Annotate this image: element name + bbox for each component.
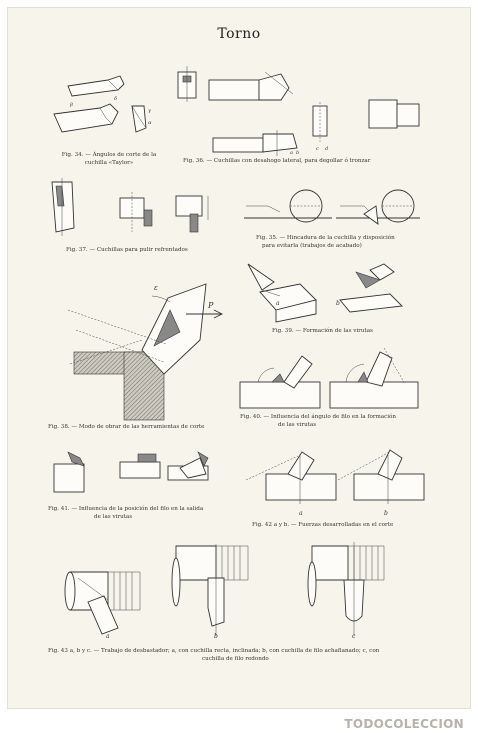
figure-39: [240, 260, 420, 325]
label-a: a: [290, 150, 293, 156]
caption-fig42: Fig. 42 a y b. — Fuerzas desarrolladas en el corte: [252, 522, 394, 528]
sub-label-43c: c: [352, 633, 356, 640]
caption-fig43: Fig. 43 a, b y c. — Trabajo de desbastador; a, con cuchilla recta, inclinada; b, con cuchilla de filo achaflanado; c, con cuchilla de filo redondo: [48, 648, 380, 662]
figure-40-drawing: [234, 342, 444, 412]
figure-39-drawing: [240, 260, 420, 325]
label-gamma: γ: [148, 108, 151, 114]
figure-41: [48, 438, 228, 498]
label-beta: β: [70, 102, 73, 108]
figure-36-drawing: [173, 60, 423, 160]
label-force-p: P: [208, 301, 214, 310]
figure-43: [48, 532, 428, 648]
label-b: b: [296, 150, 300, 156]
figure-43-drawing: [48, 532, 428, 648]
caption-fig38: Fig. 38. — Modo de obrar de las herramientas de corte: [48, 424, 205, 430]
sub-label-43b: b: [214, 633, 218, 640]
figure-35: [240, 184, 440, 232]
caption-fig34: Fig. 34. — Ángulos de corte de la cuchilla «Taylor»: [61, 152, 157, 166]
label-delta: δ: [114, 96, 118, 102]
label-alpha: α: [148, 120, 152, 126]
caption-fig41: Fig. 41. — Influencia de la posición del filo en la salida de las virutas: [48, 506, 204, 520]
figure-36: [173, 60, 423, 160]
sub-label-39a: a: [276, 300, 280, 307]
caption-fig39: Fig. 39. — Formación de las virutas: [272, 328, 373, 334]
caption-fig40: Fig. 40. — Influencia del ángulo de filo en la formación de las virutas: [240, 414, 397, 428]
label-epsilon: ε: [154, 284, 158, 292]
figure-42-drawing: [236, 436, 436, 508]
figure-37-drawing: [48, 176, 218, 244]
book-page: [8, 8, 470, 708]
watermark: TODOCOLECCION: [344, 717, 464, 731]
caption-fig36: Fig. 36. — Cuchillas con desahogo lateral, para degollar ó tronzar: [183, 158, 371, 164]
figure-41-drawing: [48, 438, 228, 498]
sub-label-39b: b: [336, 300, 340, 307]
figure-38: [46, 270, 232, 420]
label-c: c: [316, 146, 319, 152]
figure-35-drawing: [240, 184, 440, 232]
figure-42: [236, 436, 436, 508]
caption-fig35: Fig. 35. — Hincadura de la cuchilla y disposición para evitarla (trabajos de acabado): [256, 235, 395, 249]
figure-34: [48, 66, 168, 156]
caption-fig37: Fig. 37. — Cuchillas para pulir refrentados: [66, 247, 188, 253]
figure-40: [234, 342, 444, 412]
label-d: d: [325, 146, 329, 152]
sub-label-42b: b: [384, 510, 388, 517]
sub-label-43a: a: [106, 633, 110, 640]
figure-38-drawing: [46, 270, 232, 420]
page-title: Torno: [217, 26, 261, 42]
figure-37: [48, 176, 218, 244]
figure-34-drawing: [48, 66, 168, 156]
sub-label-42a: a: [299, 510, 303, 517]
